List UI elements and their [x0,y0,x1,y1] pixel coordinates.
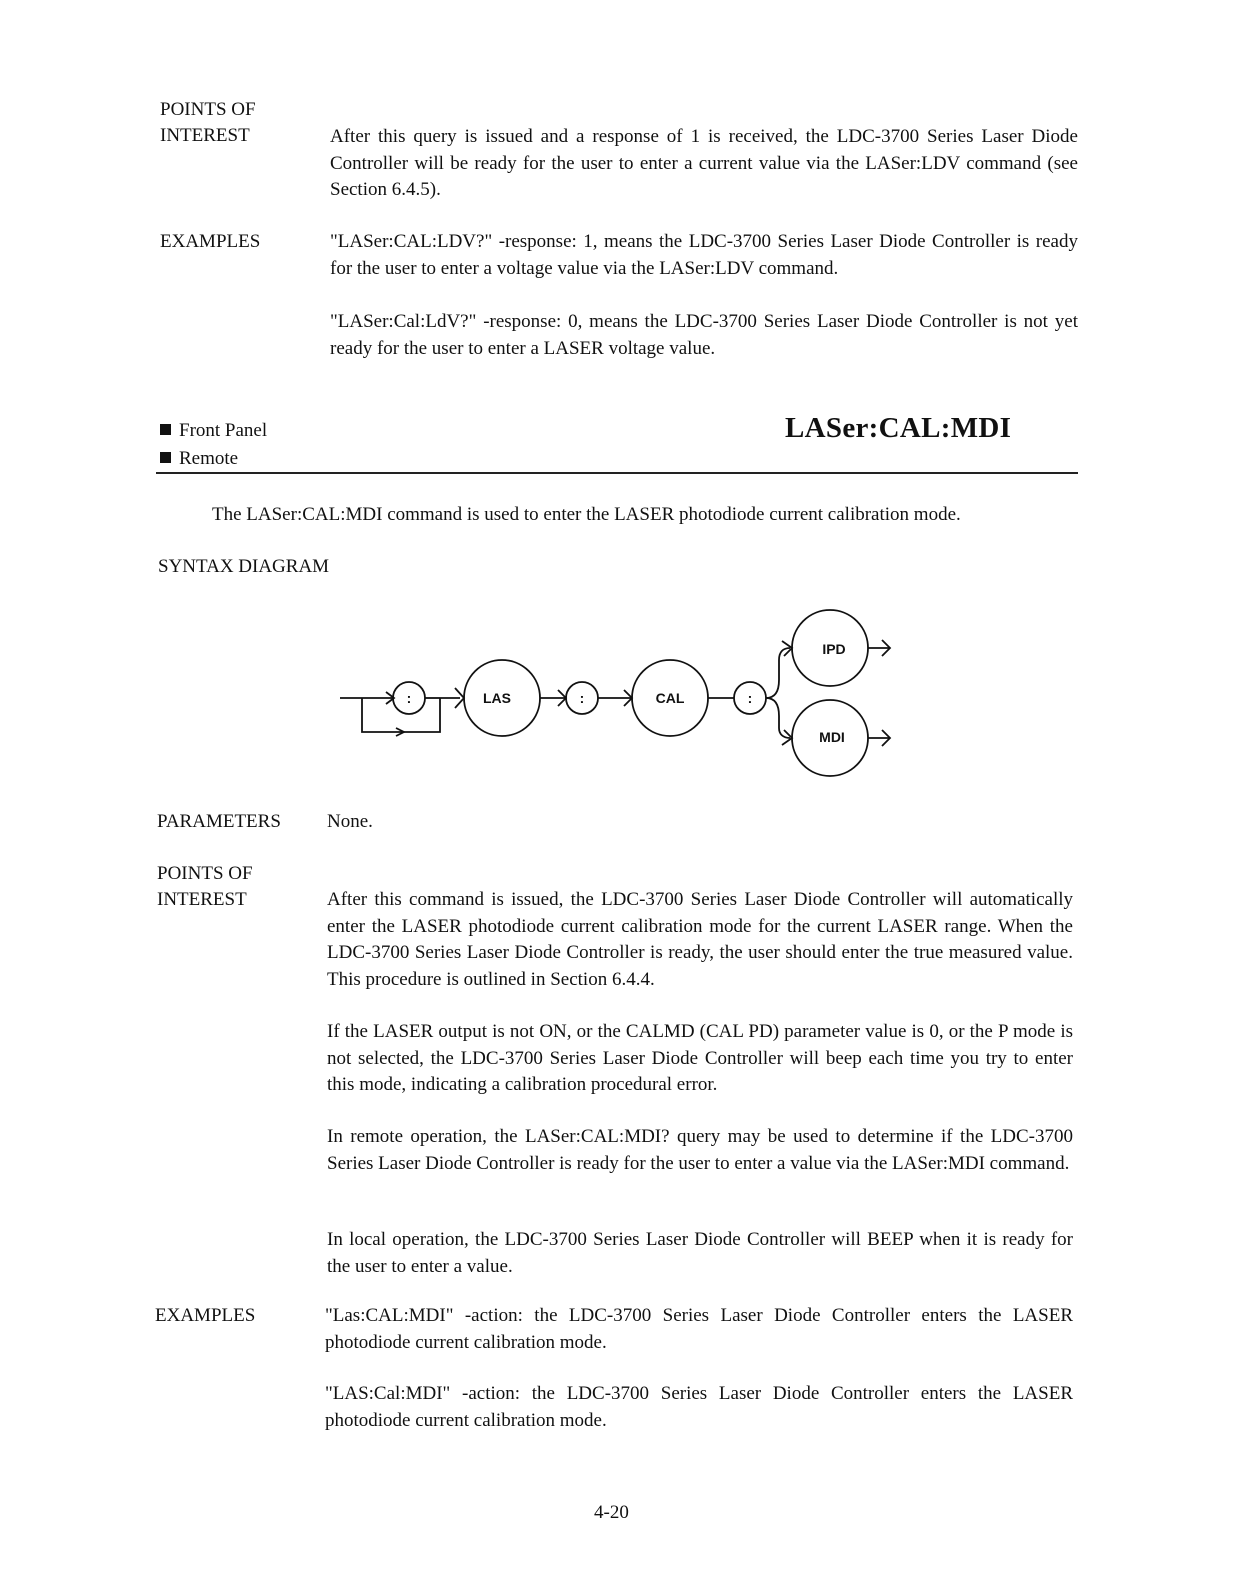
example-top-1: "LASer:CAL:LDV?" -response: 1, means the LDC-3700 Series Laser Diode Controller is ready for the user to enter a voltage value via the LASer:LDV command. [330,231,1078,279]
parameters-label: PARAMETERS [157,811,281,832]
remote-label: Remote [179,448,239,469]
header-divider [156,472,1078,474]
colon-label-1: : [406,690,412,706]
las-label: LAS [483,690,511,706]
examples-label-top: EXAMPLES [160,231,261,252]
remote-indicator [160,445,238,472]
example-1: "Las:CAL:MDI" -action: the LDC-3700 Series Laser Diode Controller enters the LASER photodiode current calibration mode. [325,1305,1073,1353]
command-description: The LASer:CAL:MDI command is used to enter the LASER photodiode current calibration mode. [212,504,961,525]
square-bullet-icon [160,452,171,463]
parameters-value: None. [327,811,373,832]
poi-label-1: POINTS OF [157,863,253,884]
front-panel-indicator [160,417,267,444]
example-2: "LAS:Cal:MDI" -action: the LDC-3700 Series Laser Diode Controller enters the LASER photodiode current calibration mode. [325,1383,1073,1431]
colon-label-3: : [747,690,753,706]
page-number: 4-20 [594,1502,629,1523]
ipd-label: IPD [822,641,846,657]
command-title: LASer:CAL:MDI [785,412,1012,444]
examples-label: EXAMPLES [155,1305,256,1326]
cal-label: CAL [655,690,685,706]
poi-paragraph-4: In local operation, the LDC-3700 Series Laser Diode Controller will BEEP when it is ready for the user to enter a value. [327,1229,1073,1277]
example-top-2: "LASer:Cal:LdV?" -response: 0, means the LDC-3700 Series Laser Diode Controller is not yet ready for the user to enter a LASER voltage value. [330,311,1078,359]
poi-paragraph-3: In remote operation, the LASer:CAL:MDI? query may be used to determine if the LDC-3700 Series Laser Diode Controller is ready for the user to enter a value via the LASer:MDI command. [327,1126,1073,1174]
colon-label-2: : [579,690,585,706]
poi-label-top-2: INTEREST [160,125,250,146]
front-panel-label: Front Panel [179,420,268,441]
square-bullet-icon [160,424,171,435]
syntax-diagram [330,600,910,785]
poi-paragraph-1: After this command is issued, the LDC-3700 Series Laser Diode Controller will automatically enter the LASER photodiode current calibration mode for the current LASER range. When the LDC-3700 Series Laser Diode Controller is ready, the user should enter the true measured value. This procedure is outlined in Section 6.4.4. [327,889,1073,990]
poi-label-2: INTEREST [157,889,247,910]
syntax-diagram-label: SYNTAX DIAGRAM [158,556,330,577]
poi-text-top: After this query is issued and a response of 1 is received, the LDC-3700 Series Laser Diode Controller will be ready for the user to enter a current value via the LASer:LDV command (see Section 6.4.5). [330,126,1078,200]
poi-paragraph-2: If the LASER output is not ON, or the CALMD (CAL PD) parameter value is 0, or the P mode is not selected, the LDC-3700 Series Laser Diode Controller will beep each time you try to enter this mode, indicating a calibration procedural error. [327,1021,1073,1095]
poi-label-top-1: POINTS OF [160,99,256,120]
mdi-label: MDI [819,729,845,745]
